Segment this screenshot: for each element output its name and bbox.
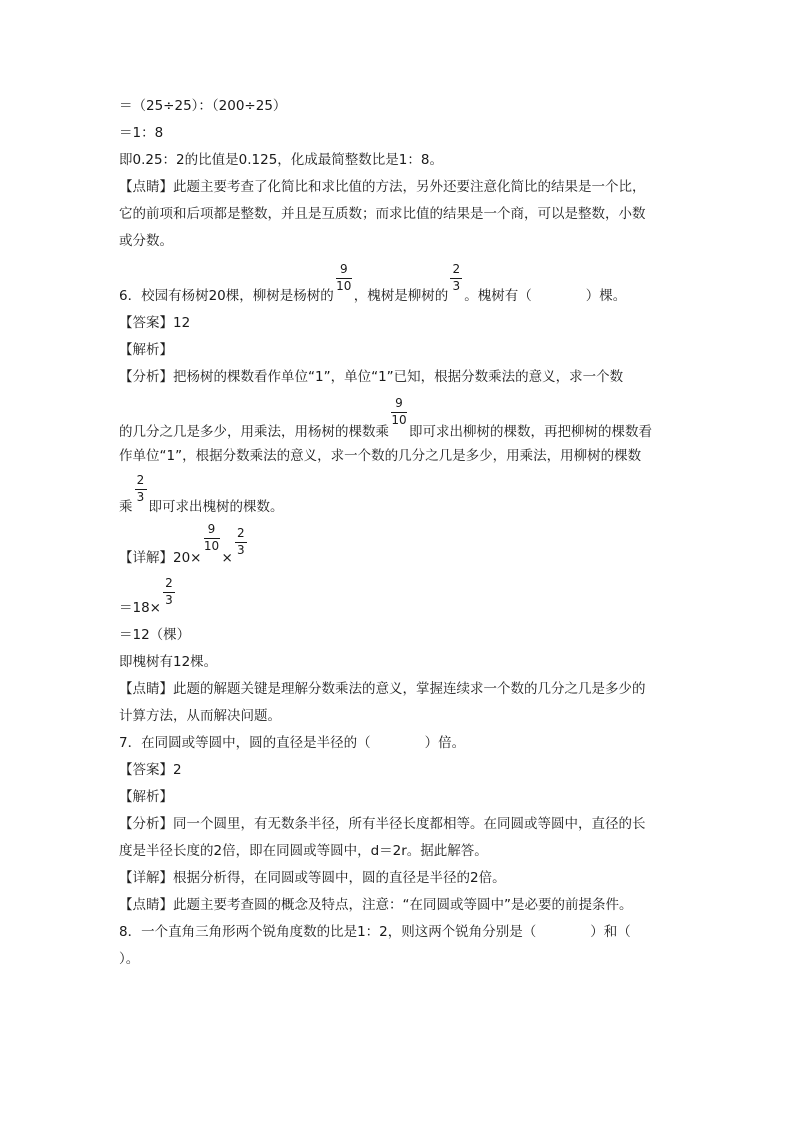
question-7: 7．在同圆或等圆中，圆的直径是半径的（ ）倍。 [119,735,466,751]
analysis-line: 【分析】同一个圆里，有无数条半径，所有半径长度都相等。在同圆或等圆中，直径的长 [119,816,646,832]
fraction-nine-tenths [391,396,407,441]
answer-line: 【答案】12 [119,315,191,331]
fraction-denominator: 3 [236,543,245,557]
remark-line: 【点睛】此题主要考查了化简比和求比值的方法，另外还要注意化简比的结果是一个比， [119,179,646,195]
detail-line: 即槐树有12棵。 [119,654,218,670]
analysis-text: 的几分之几是多少，用乘法，用杨树的棵数乘 [119,424,389,440]
analysis-text: 即可求出柳树的棵数，再把柳树的棵数看 [409,424,652,440]
analysis-line: 作单位“1”，根据分数乘法的意义，求一个数的几分之几是多少，用乘法，用柳树的棵数 [119,448,642,464]
times-sign: × [221,550,233,566]
calc-line: ＝1：8 [119,125,164,141]
fraction-two-thirds [163,576,175,617]
detail-line [119,576,177,617]
fraction-two-thirds [235,526,247,567]
fraction-numerator: 9 [339,262,348,276]
detail-line [119,522,249,567]
analysis-line [119,396,652,441]
analysis-line: 度是半径长度的2倍，即在同圆或等圆中，d＝2r。据此解答。 [119,843,488,859]
fraction-denominator: 10 [336,279,352,293]
question-8-cont: ）。 [119,951,140,967]
analysis-text: 乘 [119,499,133,515]
remark-line: 或分数。 [119,233,173,249]
fraction-two-thirds [450,262,462,305]
question-text: 6．校园有杨树20棵，柳树是杨树的 [119,288,334,304]
detail-line: 【详解】根据分析得，在同圆或等圆中，圆的直径是半径的2倍。 [119,870,506,886]
analysis-line [119,473,284,516]
fraction-numerator: 2 [452,262,461,276]
analysis-line: 【分析】把杨树的棵数看作单位“1”，单位“1”已知，根据分数乘法的意义，求一个数 [119,369,624,385]
analysis-heading: 【解析】 [119,789,173,805]
remark-line: 【点睛】此题的解题关键是理解分数乘法的意义，掌握连续求一个数的几分之几是多少的 [119,681,646,697]
fraction-nine-tenths [203,522,220,567]
question-6 [119,262,627,305]
fraction-numerator: 9 [395,396,403,410]
fraction-denominator: 3 [165,593,173,607]
detail-text: ＝18× [119,600,161,616]
fraction-numerator: 2 [136,473,145,487]
fraction-denominator: 3 [452,279,461,293]
fraction-denominator: 10 [391,413,407,427]
fraction-numerator: 9 [207,522,216,536]
question-8: 8．一个直角三角形两个锐角度数的比是1：2，则这两个锐角分别是（ ）和（ [119,924,631,940]
detail-line: ＝12（棵） [119,627,191,643]
fraction-denominator: 3 [136,490,145,504]
conclusion-line: 即0.25：2的比值是0.125，化成最简整数比是1：8。 [119,152,443,168]
analysis-text: 即可求出槐树的棵数。 [148,499,284,515]
question-text: ，槐树是柳树的 [353,288,449,304]
fraction-denominator: 10 [203,539,220,553]
question-text: 。槐树有（ ）棵。 [464,288,627,304]
fraction-nine-tenths [336,262,352,305]
remark-line: 计算方法，从而解决问题。 [119,708,281,724]
calc-line: ＝（25÷25）：（200÷25） [119,98,287,114]
analysis-heading: 【解析】 [119,342,173,358]
detail-text: 【详解】20× [119,550,202,566]
fraction-numerator: 2 [165,576,173,590]
remark-line: 它的前项和后项都是整数，并且是互质数；而求比值的结果是一个商，可以是整数，小数 [119,206,646,222]
remark-line: 【点睛】此题主要考查圆的概念及特点，注意：“在同圆或等圆中”是必要的前提条件。 [119,897,633,913]
fraction-two-thirds [135,473,147,516]
fraction-numerator: 2 [236,526,245,540]
answer-line: 【答案】2 [119,762,182,778]
